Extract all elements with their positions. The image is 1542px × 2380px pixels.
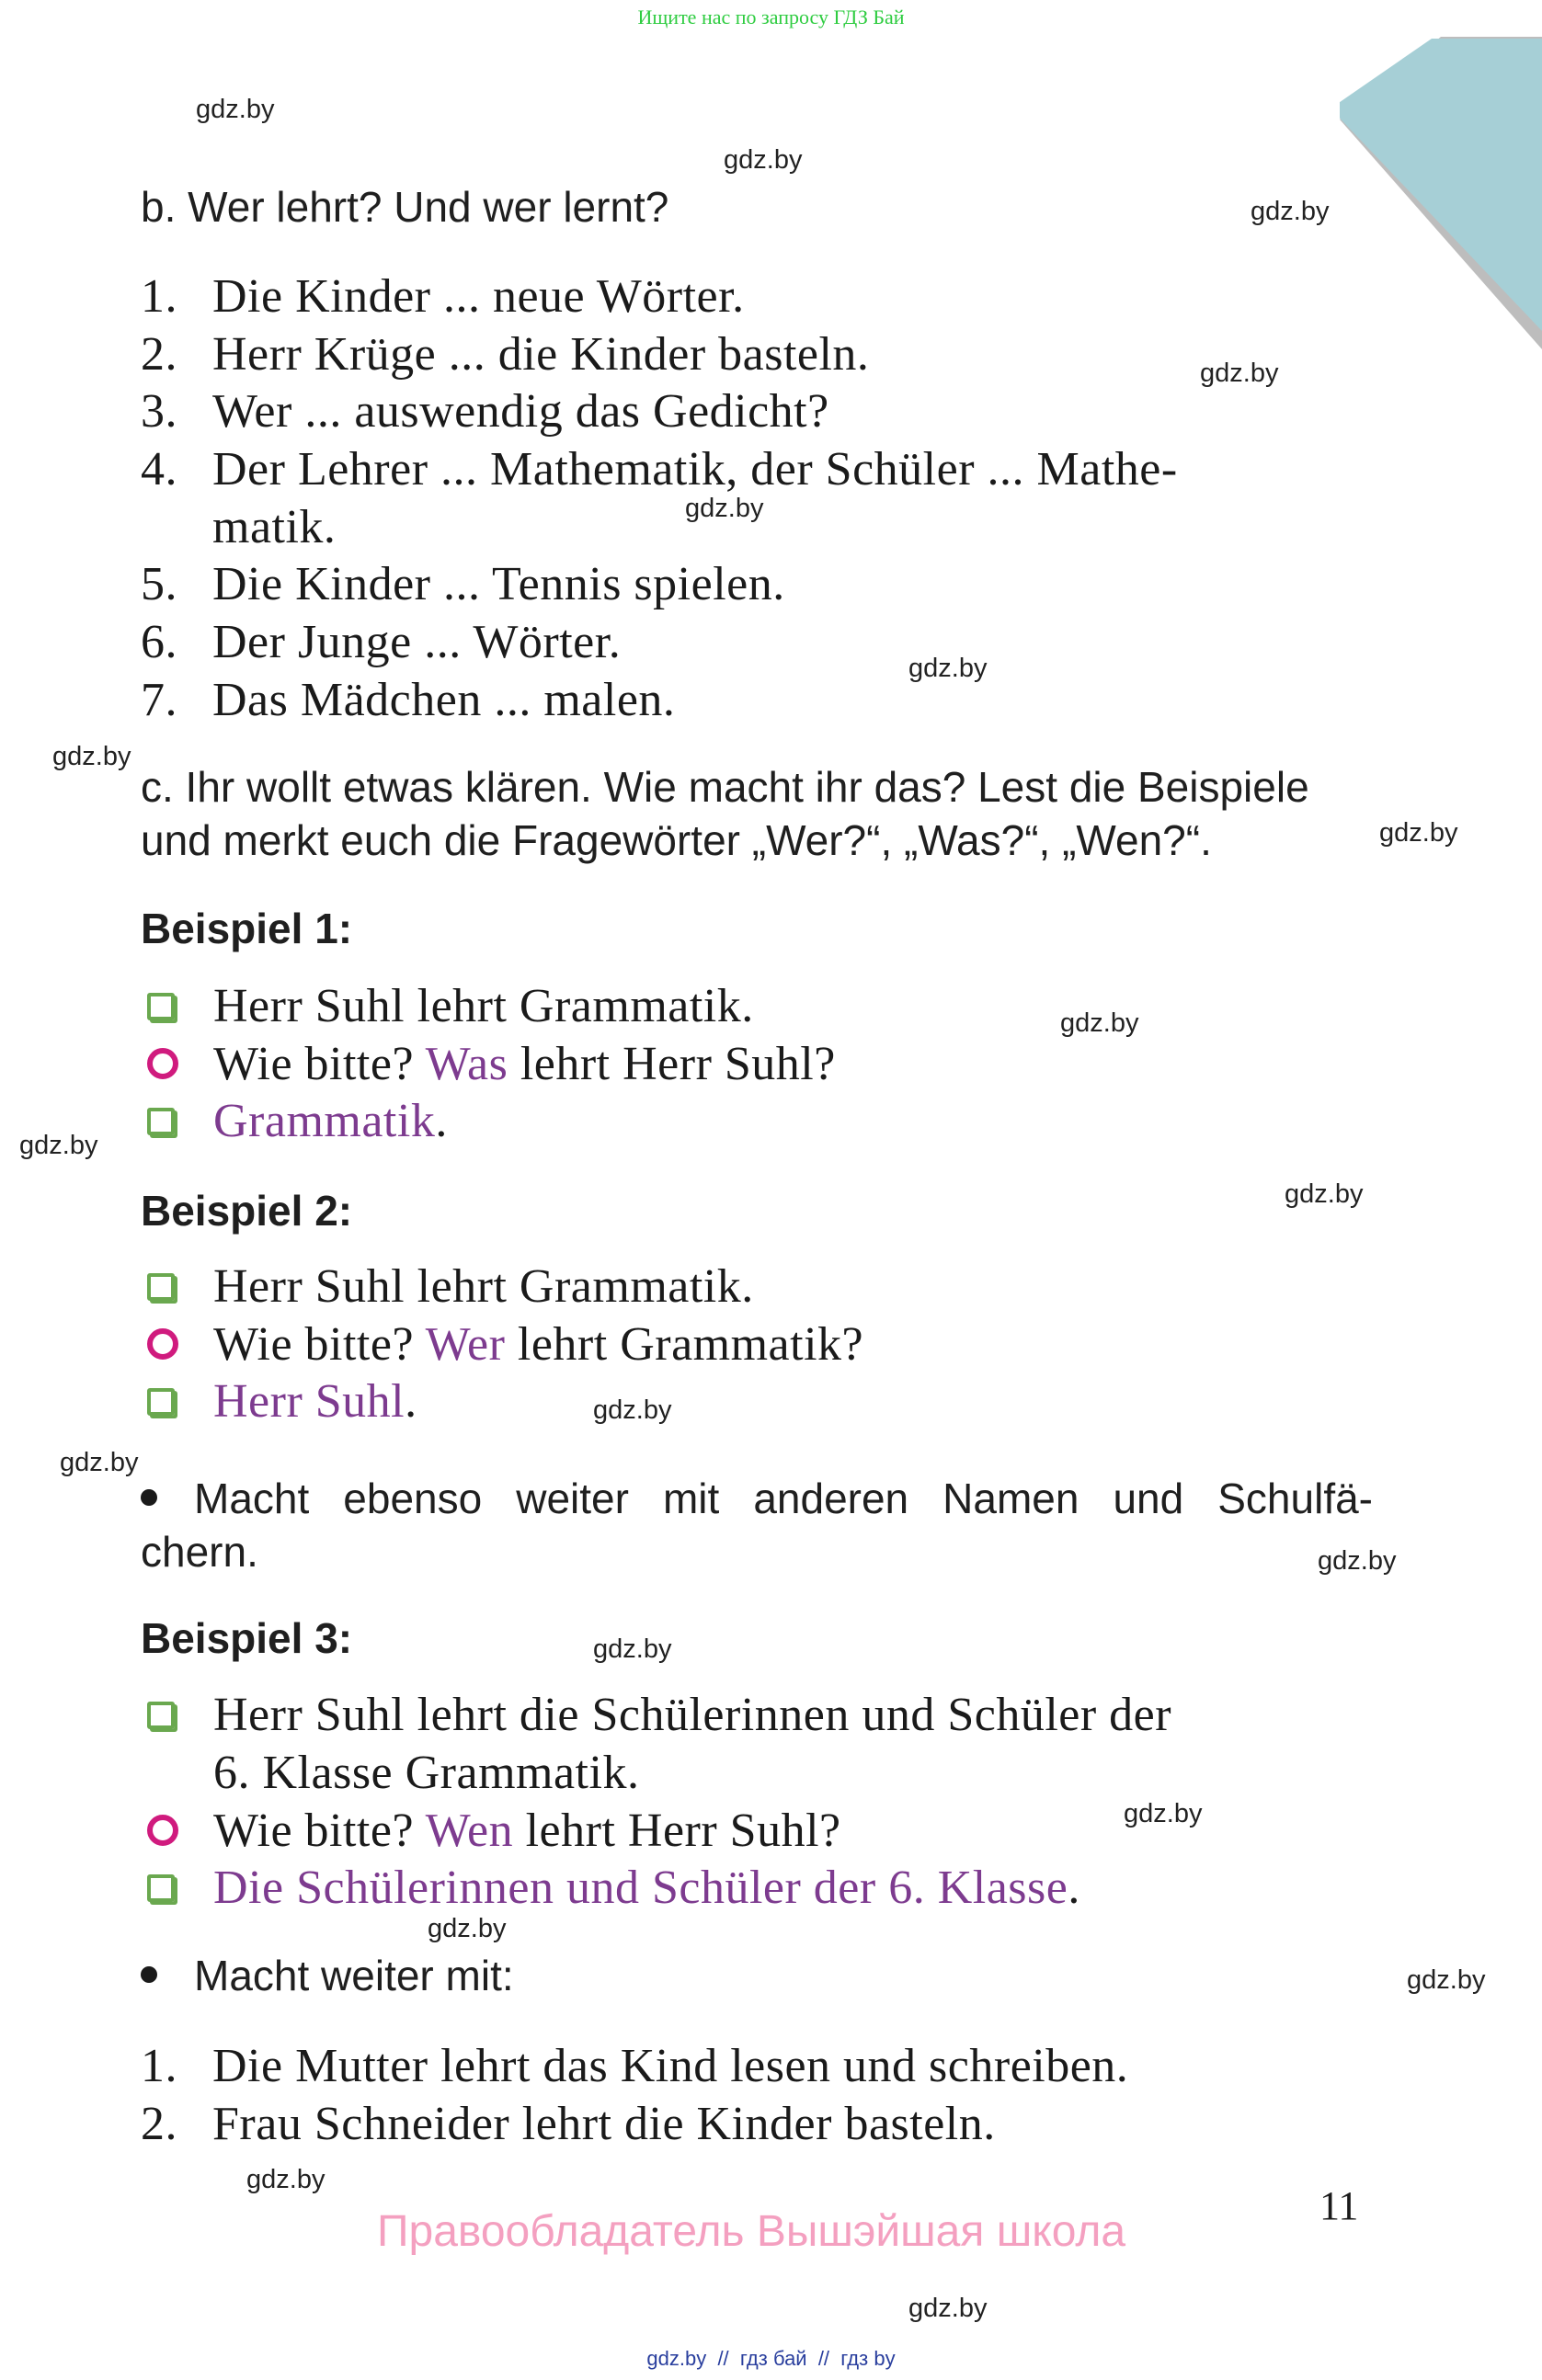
dialog-line: Die Schülerinnen und Schüler der 6. Klasse. bbox=[147, 1861, 1080, 1919]
list-item: 1. Die Mutter lehrt das Kind lesen und schreiben. bbox=[141, 2040, 1129, 2092]
instruction-line: Macht weiter mit: bbox=[141, 1951, 514, 2000]
dialog-line: Grammatik. bbox=[147, 1094, 448, 1153]
square-bullet-icon bbox=[147, 1702, 175, 1729]
circle-bullet-icon bbox=[147, 1328, 178, 1360]
list-item: 2. Herr Krüge ... die Kinder basteln. bbox=[141, 328, 870, 381]
list-item: 1. Die Kinder ... neue Wörter. bbox=[141, 270, 745, 323]
section-c-heading: c. Ihr wollt etwas klären. Wie macht ihr das? Lest die Beispiele bbox=[141, 763, 1309, 811]
list-item: 7. Das Mädchen ... malen. bbox=[141, 674, 676, 726]
watermark: gdz.by bbox=[196, 95, 275, 124]
dialog-line: Wie bitte? Wer lehrt Grammatik? bbox=[147, 1317, 863, 1376]
watermark: gdz.by bbox=[19, 1131, 98, 1160]
copyright-notice: Правообладатель Вышэйшая школа bbox=[377, 2207, 1126, 2256]
beispiel-3-title: Beispiel 3: bbox=[141, 1614, 353, 1662]
watermark: gdz.by bbox=[1251, 197, 1330, 226]
dialog-line: Herr Suhl lehrt Grammatik. bbox=[147, 1259, 754, 1318]
watermark: gdz.by bbox=[1285, 1179, 1364, 1209]
page-number: 11 bbox=[1319, 2183, 1359, 2228]
beispiel-1-title: Beispiel 1: bbox=[141, 905, 353, 952]
list-item: 5. Die Kinder ... Tennis spielen. bbox=[141, 558, 785, 610]
list-item: 3. Wer ... auswendig das Gedicht? bbox=[141, 385, 829, 438]
list-item: 2. Frau Schneider lehrt die Kinder basteln. bbox=[141, 2098, 996, 2150]
bullet-icon bbox=[141, 1489, 157, 1506]
watermark: gdz.by bbox=[724, 145, 803, 175]
square-bullet-icon bbox=[147, 1874, 175, 1902]
watermark: gdz.by bbox=[1407, 1965, 1486, 1995]
instruction-line: Macht ebenso weiter mit anderen Namen und Schulfä- bbox=[141, 1474, 1373, 1523]
dialog-line: Herr Suhl lehrt die Schülerinnen und Schüler der bbox=[147, 1688, 1171, 1747]
watermark: gdz.by bbox=[593, 1395, 672, 1425]
list-item: matik. bbox=[212, 501, 337, 553]
section-b-heading: b. Wer lehrt? Und wer lernt? bbox=[141, 183, 669, 231]
watermark: gdz.by bbox=[1124, 1799, 1203, 1828]
square-bullet-icon bbox=[147, 1273, 175, 1301]
beispiel-2-title: Beispiel 2: bbox=[141, 1187, 353, 1235]
watermark: gdz.by bbox=[593, 1634, 672, 1664]
circle-bullet-icon bbox=[147, 1048, 178, 1079]
dialog-line: Herr Suhl. bbox=[147, 1374, 417, 1433]
list-item: 4. Der Lehrer ... Mathematik, der Schüler ... Mathe- bbox=[141, 443, 1178, 495]
watermark: gdz.by bbox=[1060, 1008, 1139, 1038]
dialog-line: Herr Suhl lehrt Grammatik. bbox=[147, 979, 754, 1038]
watermark: gdz.by bbox=[246, 2165, 326, 2194]
watermark: gdz.by bbox=[52, 742, 131, 771]
list-item: 6. Der Junge ... Wörter. bbox=[141, 616, 622, 668]
dialog-line: Wie bitte? Wen lehrt Herr Suhl? bbox=[147, 1804, 841, 1862]
watermark: gdz.by bbox=[908, 654, 988, 683]
dialog-line: Wie bitte? Was lehrt Herr Suhl? bbox=[147, 1037, 836, 1096]
dialog-line-cont: 6. Klasse Grammatik. bbox=[213, 1747, 640, 1799]
watermark: gdz.by bbox=[685, 494, 764, 523]
watermark: gdz.by bbox=[908, 2294, 988, 2323]
footer-links[interactable]: gdz.by // гдз бай // гдз by bbox=[646, 2347, 896, 2370]
watermark: gdz.by bbox=[1200, 359, 1279, 388]
instruction-line-cont: chern. bbox=[141, 1528, 258, 1576]
watermark: gdz.by bbox=[428, 1914, 507, 1943]
corner-decoration bbox=[1340, 0, 1542, 349]
square-bullet-icon bbox=[147, 1388, 175, 1416]
watermark: gdz.by bbox=[1318, 1546, 1397, 1576]
square-bullet-icon bbox=[147, 1108, 175, 1135]
circle-bullet-icon bbox=[147, 1815, 178, 1846]
watermark: gdz.by bbox=[1379, 818, 1458, 848]
watermark: gdz.by bbox=[60, 1448, 139, 1477]
square-bullet-icon bbox=[147, 993, 175, 1020]
top-banner: Ищите нас по запросу ГДЗ Бай bbox=[637, 6, 905, 28]
bullet-icon bbox=[141, 1966, 157, 1983]
section-c-heading-cont: und merkt euch die Fragewörter „Wer?“, „Was?“, „Wen?“. bbox=[141, 816, 1212, 864]
